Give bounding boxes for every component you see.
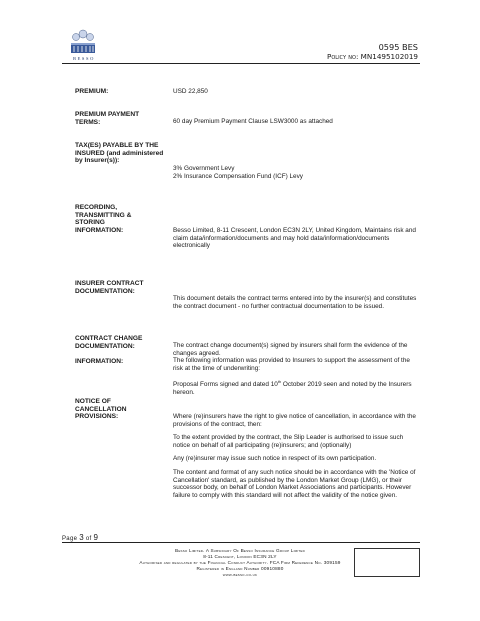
footer-company-info bbox=[100, 548, 380, 578]
contract-change-label: CONTRACT CHANGE DOCUMENTATION: bbox=[75, 335, 143, 350]
policy-number: Policy no: MN1495102019 bbox=[327, 52, 418, 61]
footer-line: Besso Limited. A Subsidiary Of Besso Insurance Group Limited bbox=[175, 548, 305, 553]
footer-line: www.besso.co.uk bbox=[222, 572, 258, 577]
stamp-box bbox=[354, 548, 420, 577]
cancellation-paragraph-3: Any (re)insurer may issue such notice in respect of its own participation. bbox=[173, 455, 377, 463]
contract-change-value: The contract change document(s) signed by insurers shall form the evidence of the changes agreed. bbox=[173, 342, 408, 357]
taxes-label: TAX(ES) PAYABLE BY THE INSURED (and administered by Insurer(s)): bbox=[75, 142, 164, 165]
header-divider bbox=[62, 63, 420, 64]
reference-code: 0595 BES bbox=[378, 42, 418, 52]
recording-value: Besso Limited, 8-11 Crescent, London EC3N 2LY, United Kingdom, Maintains risk and claim data/information/documents and may hold data/information/documents electronically bbox=[173, 227, 416, 250]
besso-logo-icon bbox=[68, 27, 98, 57]
insurer-contract-value: This document details the contract terms entered into by the insurer(s) and constitutes the contract document - no further contractual documentation to be issued. bbox=[173, 295, 417, 310]
cancellation-value bbox=[173, 413, 418, 499]
information-text: The following information was provided to Insurers to support the assessment of the risk at the time of underwriting: bbox=[173, 357, 410, 372]
cancellation-paragraph-4: The content and format of any such notice should be in accordance with the 'Notice of Cancellation' standard, as published by the London Market Group (LMG), or their successor body, on behalf of London Market Associations and participants. However failure to comply with this standard will not affect the validity of the notice given. bbox=[173, 468, 416, 499]
premium-payment-value: 60 day Premium Payment Clause LSW3000 as attached bbox=[173, 118, 333, 125]
page-number: Page 3 of 9 bbox=[62, 533, 99, 542]
information-label: INFORMATION: bbox=[75, 358, 124, 365]
recording-label: RECORDING, TRANSMITTING & STORING INFORMATION: bbox=[75, 204, 132, 234]
tax-line-2: 2% Insurance Compensation Fund (ICF) Levy bbox=[173, 172, 304, 180]
information-value bbox=[173, 357, 418, 397]
cancellation-paragraph-2: To the extent provided by the contract, the Slip Leader is authorised to issue such notice on behalf of all participating (re)insurers; and (optionally) bbox=[173, 434, 404, 449]
footer-divider bbox=[62, 542, 420, 543]
policy-reference bbox=[327, 43, 418, 61]
footer-line: Registered in England Number 00910880 bbox=[196, 566, 284, 571]
cancellation-paragraph-1: Where (re)insurers have the right to give notice of cancellation, in accordance with the provisions of the contract, then: bbox=[173, 413, 416, 428]
proposal-forms-text: Proposal Forms signed and dated 10th October 2019 seen and noted by the Insurers hereon. bbox=[173, 379, 412, 396]
logo-wordmark: BESSO bbox=[72, 56, 95, 61]
premium-value: USD 22,850 bbox=[173, 88, 208, 95]
taxes-value bbox=[173, 165, 418, 180]
footer-line: 8-11 Crescent, London EC3N 2LY bbox=[203, 554, 277, 559]
premium-payment-label: PREMIUM PAYMENT TERMS: bbox=[75, 111, 140, 126]
tax-line-1: 3% Government Levy bbox=[173, 165, 235, 172]
footer-line: Authorised and regulated by the Financial Conduct Authority. FCA Firm Reference No. 309159 bbox=[139, 560, 341, 565]
cancellation-label: NOTICE OF CANCELLATION PROVISIONS: bbox=[75, 398, 127, 421]
insurer-contract-label: INSURER CONTRACT DOCUMENTATION: bbox=[75, 280, 144, 295]
premium-label: PREMIUM: bbox=[75, 88, 109, 95]
